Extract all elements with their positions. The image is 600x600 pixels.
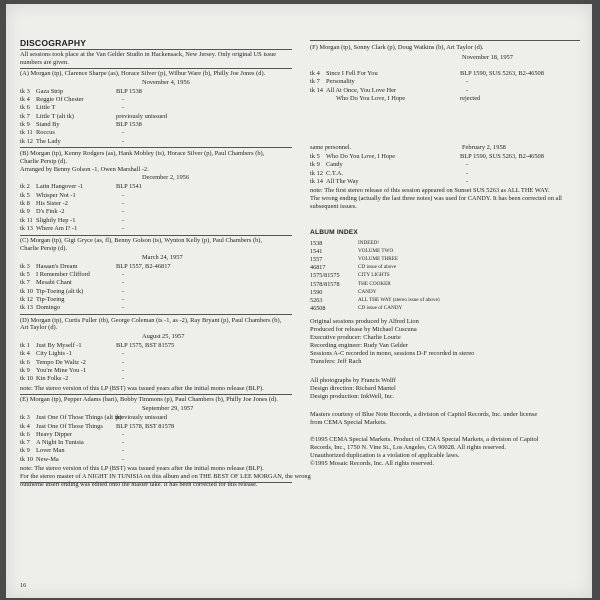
section-rule [20, 482, 292, 483]
track-title: All The Way [326, 177, 359, 185]
track-title: Gaza Strip [36, 87, 64, 95]
track-issue: - [122, 358, 125, 366]
track-issue: - [122, 137, 125, 145]
track-title: Who Do You Love, I Hope [336, 95, 406, 103]
track-issue: - [466, 78, 469, 86]
track-row [20, 200, 290, 208]
session-personnel: Charlie Persip (d). [20, 244, 68, 252]
track-issue: - [122, 455, 125, 463]
track-number: tk 3 [20, 414, 30, 422]
track-issue: BLP 1538 [116, 121, 142, 128]
track-issue: BLP 1578, BST 81578 [116, 422, 175, 430]
track-title: Personality [326, 78, 355, 86]
track-title: Domingo [36, 304, 61, 312]
note-line: The wrong ending (actually the last three notes) was used for CANDY. It has been corrected on all [310, 195, 562, 202]
album-index-heading: ALBUM INDEX [310, 229, 358, 236]
track-number: tk 7 [20, 439, 30, 447]
album-index-row [310, 272, 580, 280]
booklet-page [6, 4, 592, 598]
credit-line: Produced for release by Michael Cuscuna [310, 326, 417, 333]
credit-line: Original sessions produced by Alfred Lion [310, 318, 419, 325]
track-row [20, 96, 290, 104]
track-row [20, 304, 290, 312]
session-date: November 18, 1957 [462, 54, 513, 61]
section-rule [20, 147, 292, 148]
track-title: Roccus [36, 129, 55, 137]
track-issue: - [466, 169, 469, 177]
section-rule [20, 68, 292, 69]
album-name: VOLUME TWO [358, 248, 394, 255]
track-issue: - [122, 295, 125, 303]
track-title: Tip-Toeing (alt tk) [36, 287, 84, 295]
track-number: tk 6 [20, 430, 30, 438]
track-title: Kin Folks -2 [36, 375, 69, 383]
track-row [20, 456, 290, 464]
track-number: tk 12 [310, 169, 323, 177]
track-issue: BLP 1538 [116, 87, 142, 95]
track-title: Who Do You Love, I Hope [326, 153, 396, 160]
album-name: THE COOKER [358, 280, 391, 287]
track-issue: - [122, 375, 125, 383]
track-row [310, 95, 580, 103]
track-row [20, 113, 290, 121]
section-rule [20, 314, 292, 315]
track-number: tk 5 [310, 153, 320, 160]
album-number: 1575/81575 [310, 272, 340, 280]
track-issue: - [122, 216, 125, 224]
note-line: note: The first stereo release of this session appeared on Sunset SUS 5263 as ALL THE WAY. [310, 187, 550, 194]
track-issue: - [466, 177, 469, 185]
track-row [20, 342, 290, 350]
album-number: 1578/81578 [310, 280, 340, 288]
track-issue: BLP 1541 [116, 183, 142, 191]
album-index-row [310, 248, 580, 256]
track-number: tk 12 [20, 295, 33, 303]
track-title: Little T [36, 104, 56, 112]
track-issue: - [122, 96, 125, 104]
track-row [20, 183, 290, 191]
track-number: tk 9 [20, 208, 30, 216]
track-number: tk 11 [20, 129, 33, 137]
album-index-row [310, 305, 580, 313]
album-index-row [310, 240, 580, 248]
session-personnel: (A) Morgan (tp), Clarence Sharpe (as), Horace Silver (p), Wilbur Ware (b), Philly Joe Jones (d). [20, 70, 266, 77]
track-row [20, 431, 290, 439]
track-issue: - [122, 224, 125, 232]
track-row [310, 70, 580, 78]
track-number: tk 13 [20, 304, 33, 312]
session-date: August 25, 1957 [142, 333, 185, 341]
track-number: tk 14 [310, 177, 323, 185]
album-index-row [310, 264, 580, 272]
track-title: D's Fink -2 [36, 208, 65, 216]
note-line: subsequent issues. [310, 203, 357, 210]
track-issue: - [122, 271, 125, 278]
track-issue: - [122, 104, 125, 112]
credit-line: Executive producer: Charlie Lourie [310, 334, 401, 341]
track-number: tk 4 [20, 96, 30, 104]
track-row [310, 161, 580, 169]
track-row [310, 87, 580, 95]
session-date: November 4, 1956 [142, 78, 190, 86]
section-rule [310, 40, 580, 41]
track-row [20, 359, 290, 367]
session-date: February 2, 1958 [462, 144, 506, 151]
track-number: tk 10 [20, 287, 33, 295]
discography-heading: DISCOGRAPHY [20, 38, 87, 48]
track-number: tk 10 [20, 455, 33, 463]
track-title: New-Ma [36, 455, 59, 463]
track-row [20, 208, 290, 216]
section-rule [20, 394, 292, 395]
track-number: tk 5 [20, 191, 30, 199]
track-issue: BLP 1557, B2-46817 [116, 262, 171, 270]
track-issue: - [122, 367, 125, 374]
credit-line: Transfers: Jeff Rach [310, 358, 362, 365]
album-name: ALL THE WAY (stereo issue of above) [358, 296, 440, 303]
album-number: 46817 [310, 264, 326, 272]
track-row [20, 217, 290, 225]
track-title: Just By Myself -1 [36, 342, 82, 350]
track-title: Tip-Toeing [36, 295, 65, 303]
session-date: December 2, 1956 [142, 174, 190, 182]
session-personnel: Arranged by Benny Golson -1, Owen Marshall -2. [20, 165, 149, 173]
track-number: tk 9 [20, 447, 30, 455]
photo-credit-line: Design production: InkWell, Inc. [310, 393, 395, 400]
track-title: Reggie Of Chester [36, 96, 84, 104]
track-number: tk 2 [20, 183, 30, 191]
page-number: 16 [20, 582, 27, 589]
track-number: tk 9 [20, 121, 30, 128]
copyright-line: Unauthorized duplication is a violation of applicable laws. [310, 452, 460, 459]
album-number: 1557 [310, 256, 323, 264]
track-row [20, 225, 290, 233]
album-index-row [310, 297, 580, 305]
intro-line: numbers are given. [20, 59, 69, 66]
copyright-line: Records, Inc., 1750 N. Vine St., Los Angeles, CA 90028. All rights reserved. [310, 444, 506, 451]
copyright-line: ℗1995 CEMA Special Markets. Product of CEMA Special Markets, a division of Capitol [310, 436, 539, 443]
track-title: Candy [326, 161, 343, 169]
track-row [20, 279, 290, 287]
session-personnel: (C) Morgan (tp), Gigi Gryce (as, fl), Benny Golson (ts), Wynton Kelly (p), Paul Chambers (b), [20, 237, 263, 245]
note-line: For the stereo master of A NIGHT IN TUNISIA on this album and on THE BEST OF LEE MORGAN, the wrong [20, 472, 311, 480]
track-number: tk 14 [310, 86, 323, 94]
track-issue: BLP 1590, SUS 5263, B2-46508 [460, 153, 544, 160]
note-line: note: The stereo version of this LP (BST) was issued years after the initial mono release (BLP). [20, 465, 264, 472]
track-title: City Lights -1 [36, 350, 72, 358]
track-title: You're Mine You -1 [36, 367, 87, 374]
track-title: Slightly Hep -1 [36, 216, 76, 224]
track-title: Little T (alt tk) [36, 112, 74, 120]
track-number: tk 1 [20, 342, 30, 350]
album-number: 1590 [310, 288, 323, 296]
track-issue: - [122, 191, 125, 199]
track-row [20, 296, 290, 304]
session-personnel: same personnel. [310, 144, 352, 151]
track-title: Just One Of Those Things [36, 422, 103, 430]
track-issue: - [122, 439, 125, 447]
track-title: Latin Hangover -1 [36, 183, 84, 191]
note-line: outtheme insert ending was edited onto the master take. It has been corrected for this release. [20, 480, 258, 488]
track-number: tk 4 [310, 70, 320, 77]
track-number: tk 7 [310, 78, 320, 86]
track-row [20, 104, 290, 112]
track-title: I Remember Clifford [36, 271, 90, 278]
track-issue: - [122, 304, 125, 312]
track-number: tk 4 [20, 350, 30, 358]
track-title: Mesabi Chant [36, 279, 72, 287]
track-title: Since I Fell For You [326, 70, 378, 77]
track-number: tk 7 [20, 112, 30, 120]
track-title: A Night In Tunisia [36, 439, 84, 447]
note-line: note: The stereo version of this LP (BST) was issued years after the initial mono release (BLP). [20, 384, 264, 392]
heading-rule [20, 49, 292, 50]
album-index-row [310, 281, 580, 289]
track-number: tk 13 [20, 224, 33, 232]
masters-line: from CEMA Special Markets. [310, 419, 387, 426]
session-personnel: (B) Morgan (tp), Kenny Rodgers (as), Hank Mobley (ts), Horace Silver (p), Paul Chambers (b), [20, 149, 265, 157]
track-row [20, 138, 290, 146]
track-row [20, 350, 290, 358]
album-name: CD issue of CANDY [358, 304, 403, 311]
track-number: tk 3 [20, 87, 30, 95]
track-title: The Lady [36, 137, 61, 145]
track-title: Heavy Dipper [36, 430, 73, 438]
album-name: CANDY [358, 288, 377, 295]
album-name: INDEED! [358, 240, 380, 246]
track-row [20, 121, 290, 129]
track-issue: - [466, 86, 469, 94]
track-issue: - [122, 447, 125, 455]
track-row [20, 271, 290, 279]
track-issue: rejected [460, 95, 481, 103]
session-personnel: Charlie Persip (d). [20, 157, 68, 165]
track-issue: BLP 1590, SUS 5263, B2-46508 [460, 70, 544, 77]
credit-line: Recording engineer: Rudy Van Gelder [310, 342, 408, 349]
track-row [20, 447, 290, 455]
track-issue: - [122, 430, 125, 438]
section-rule [20, 235, 292, 236]
track-number: tk 11 [20, 216, 33, 224]
track-number: tk 3 [20, 262, 30, 270]
track-row [310, 153, 580, 161]
track-row [20, 263, 290, 271]
track-row [20, 375, 290, 383]
track-number: tk 9 [20, 367, 30, 374]
track-row [310, 178, 580, 186]
session-date: March 24, 1957 [142, 253, 183, 261]
track-issue: - [122, 199, 125, 207]
track-title: Hasaan's Dream [36, 262, 78, 270]
track-row [20, 423, 290, 431]
album-name: VOLUME THREE [358, 256, 399, 263]
track-number: tk 10 [20, 375, 33, 383]
track-issue: previously unissued [116, 414, 167, 422]
masters-line: Masters courtesy of Blue Note Records, a division of Capitol Records, Inc. under license [310, 411, 538, 418]
track-row [310, 170, 580, 178]
track-title: Tempo De Waltz -2 [36, 358, 86, 366]
credit-line: Sessions A-C recorded in mono, sessions D-F recorded in stereo [310, 350, 475, 357]
track-number: tk 6 [20, 104, 30, 112]
track-issue: - [122, 208, 125, 216]
session-personnel: (E) Morgan (tp), Pepper Adams (bari), Bobby Timmons (p), Paul Chambers (b), Philly Joe Jones (d). [20, 396, 278, 404]
session-personnel: (D) Morgan (tp), Curtis Fuller (tb), George Coleman (ts -1, as -2), Ray Bryant (p), Paul Chambers (b), [20, 316, 282, 324]
track-issue: - [466, 161, 469, 169]
track-number: tk 8 [20, 199, 30, 207]
track-number: tk 6 [20, 358, 30, 366]
track-title: His Sister -2 [36, 199, 68, 207]
track-issue: - [122, 350, 125, 358]
album-number: 1541 [310, 248, 323, 256]
track-title: C.T.A. [326, 169, 344, 177]
track-row [20, 88, 290, 96]
track-row [20, 288, 290, 296]
track-title: Just One Of Those Things (alt tk) [36, 414, 122, 422]
track-row [20, 367, 290, 375]
track-number: tk 9 [310, 161, 320, 169]
album-number: 5263 [310, 296, 323, 304]
session-personnel: (F) Morgan (tp), Sonny Clark (p), Doug Watkins (b), Art Taylor (d). [310, 44, 484, 51]
track-title: Lover Man [36, 447, 65, 455]
track-issue: BLP 1575, BST 81575 [116, 342, 175, 350]
track-issue: - [122, 287, 125, 295]
album-name: CD issue of above [358, 264, 397, 271]
track-row [20, 129, 290, 137]
track-issue: - [122, 279, 125, 287]
track-number: tk 7 [20, 279, 30, 287]
intro-line: All sessions took place at the Van Gelder Studio in Hackensack, New Jersey. Only original US issue [20, 51, 277, 58]
track-row [20, 192, 290, 200]
album-index-row [310, 289, 580, 297]
track-number: tk 5 [20, 271, 30, 278]
album-index-row [310, 256, 580, 264]
track-title: All At Once, You Love Her [326, 86, 397, 94]
session-date: September 29, 1957 [142, 405, 194, 413]
track-title: Where Am I? -1 [36, 224, 78, 232]
track-number: tk 12 [20, 137, 33, 145]
track-title: Whisper Not -1 [36, 191, 76, 199]
album-number: 46508 [310, 304, 326, 312]
track-issue: - [122, 129, 125, 137]
track-number: tk 4 [20, 422, 30, 430]
copyright-line: ©1995 Mosaic Records, Inc. All rights reserved. [310, 460, 434, 467]
album-name: CITY LIGHTS [358, 272, 390, 279]
track-title: Stand By [36, 121, 60, 128]
track-row [20, 439, 290, 447]
track-row [20, 414, 290, 422]
session-personnel: Art Taylor (d). [20, 324, 58, 332]
photo-credit-line: All photographs by Francis Wolff [310, 377, 396, 384]
track-issue: previously unissued [116, 112, 167, 120]
track-row [310, 78, 580, 86]
photo-credit-line: Design direction: Richard Mantel [310, 385, 396, 392]
album-number: 1538 [310, 240, 323, 247]
